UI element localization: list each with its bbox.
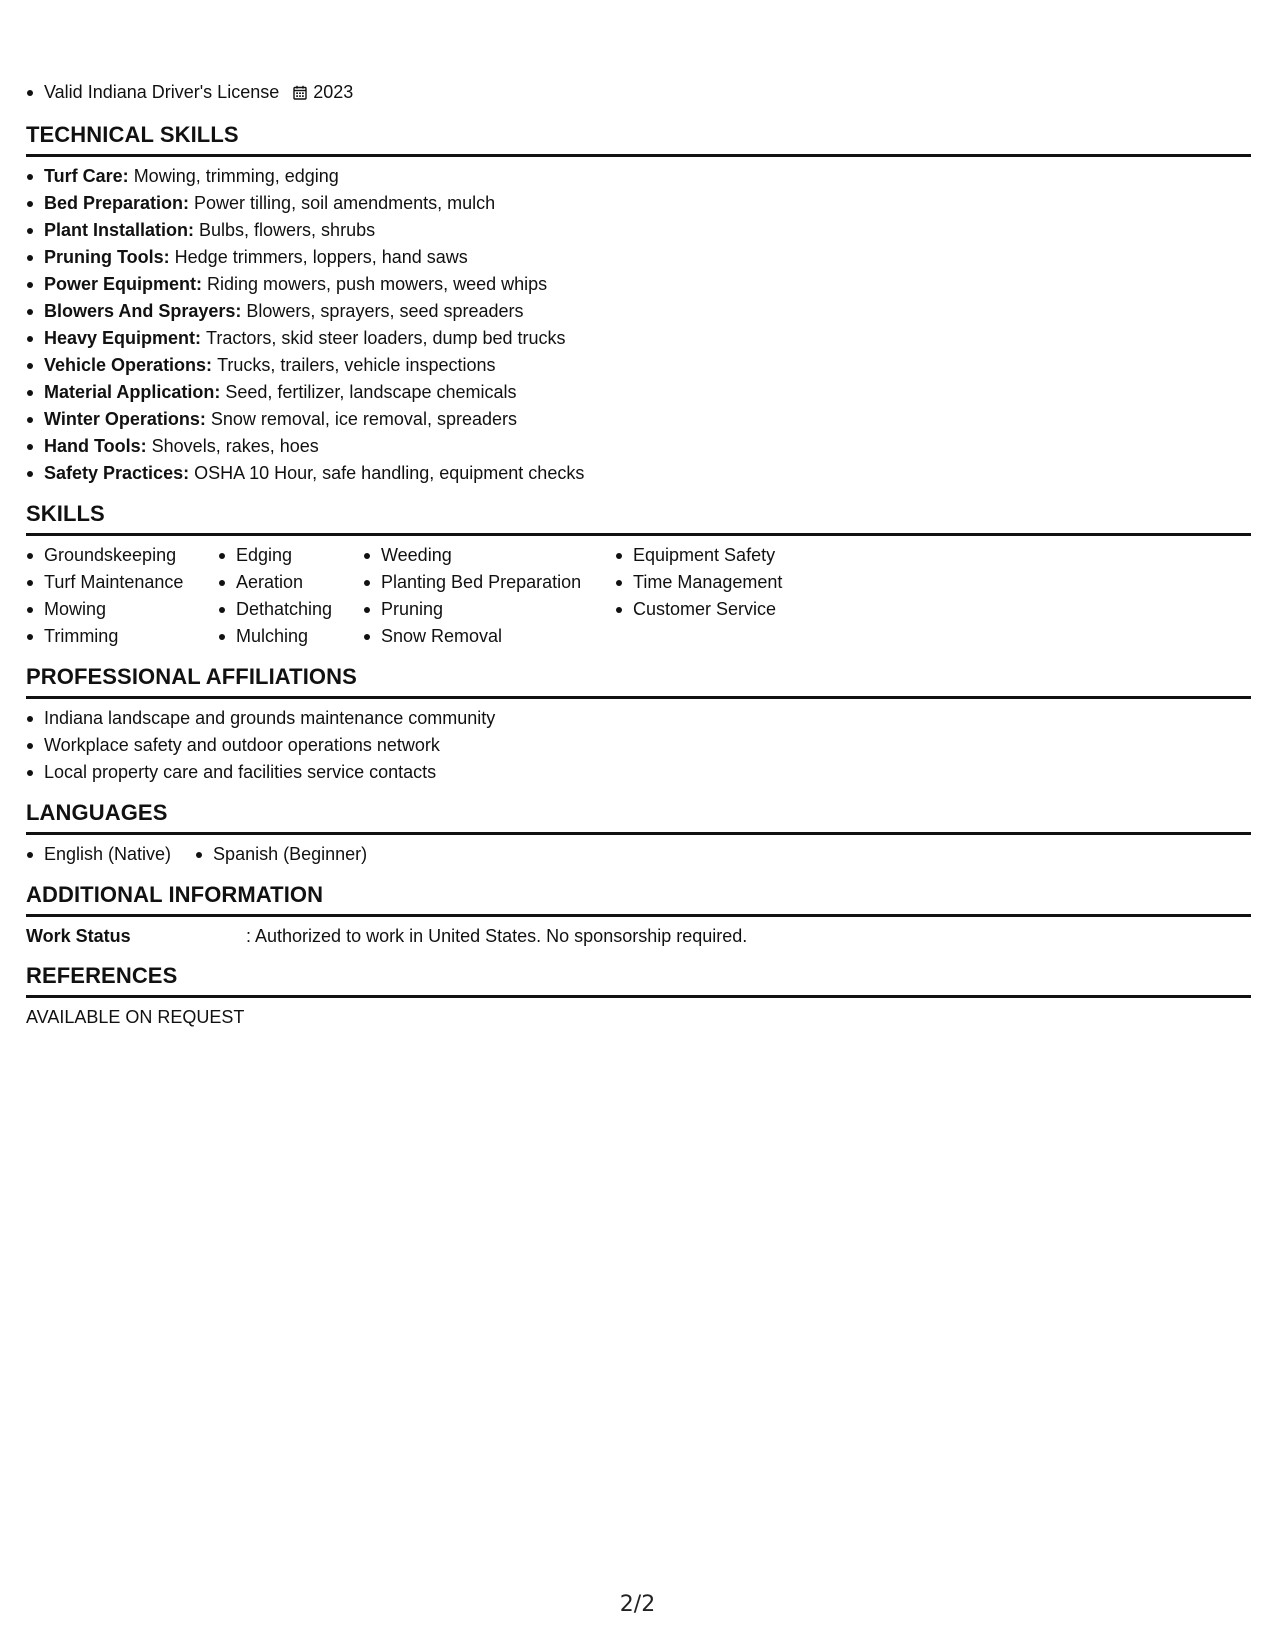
skill-value: Shovels, rakes, hoes bbox=[151, 436, 319, 456]
bullet bbox=[218, 596, 236, 623]
skill-label: Plant Installation: bbox=[44, 220, 195, 240]
list-item bbox=[26, 244, 1251, 271]
bullet bbox=[363, 596, 381, 623]
bullet bbox=[363, 542, 381, 569]
section-title-references: REFERENCES bbox=[26, 963, 178, 988]
bullet bbox=[26, 406, 44, 433]
bullet bbox=[363, 623, 381, 650]
work-status-label: Work Status bbox=[26, 926, 131, 946]
list-item bbox=[26, 190, 1251, 217]
skill-item: Snow Removal bbox=[381, 626, 503, 646]
bullet bbox=[218, 623, 236, 650]
list-item bbox=[26, 217, 1251, 244]
list-item bbox=[26, 732, 1251, 759]
section-divider bbox=[26, 533, 1251, 536]
affiliations-section bbox=[26, 660, 1251, 786]
skill-item: Equipment Safety bbox=[633, 545, 776, 565]
list-item bbox=[363, 569, 615, 596]
skill-value: Mowing, trimming, edging bbox=[133, 166, 339, 186]
skill-item: Trimming bbox=[44, 626, 119, 646]
list-item bbox=[26, 705, 1251, 732]
languages-section bbox=[26, 796, 1251, 868]
skill-label: Heavy Equipment: bbox=[44, 328, 202, 348]
list-item bbox=[26, 163, 1251, 190]
skill-label: Material Application: bbox=[44, 382, 221, 402]
skill-item: Time Management bbox=[633, 572, 783, 592]
affiliation-item: Local property care and facilities service contacts bbox=[44, 762, 437, 782]
bullet bbox=[26, 705, 44, 732]
bullet bbox=[26, 596, 44, 623]
bullet bbox=[26, 352, 44, 379]
list-item bbox=[218, 542, 363, 569]
skill-value: Snow removal, ice removal, spreaders bbox=[210, 409, 517, 429]
list-item bbox=[615, 542, 815, 569]
section-title-affiliations: PROFESSIONAL AFFILIATIONS bbox=[26, 664, 357, 689]
bullet bbox=[26, 542, 44, 569]
skill-label: Winter Operations: bbox=[44, 409, 206, 429]
skill-item: Edging bbox=[236, 545, 293, 565]
skill-label: Blowers And Sprayers: bbox=[44, 301, 242, 321]
language-item: Spanish (Beginner) bbox=[213, 844, 368, 864]
certification-item bbox=[26, 78, 1251, 106]
bullet bbox=[26, 217, 44, 244]
skill-item: Customer Service bbox=[633, 599, 777, 619]
list-item bbox=[26, 460, 1251, 487]
skill-value: Seed, fertilizer, landscape chemicals bbox=[225, 382, 517, 402]
list-item bbox=[218, 569, 363, 596]
bullet bbox=[26, 190, 44, 217]
bullet bbox=[26, 298, 44, 325]
calendar-icon bbox=[293, 85, 307, 100]
section-title-languages: LANGUAGES bbox=[26, 800, 168, 825]
technical-skills-list bbox=[26, 163, 1251, 487]
skills-column bbox=[218, 542, 363, 650]
skill-value: Tractors, skid steer loaders, dump bed trucks bbox=[206, 328, 566, 348]
bullet bbox=[26, 732, 44, 759]
bullet bbox=[26, 271, 44, 298]
skill-label: Power Equipment: bbox=[44, 274, 203, 294]
section-title-skills: SKILLS bbox=[26, 501, 105, 526]
section-divider bbox=[26, 154, 1251, 157]
references-text: AVAILABLE ON REQUEST bbox=[26, 1007, 245, 1027]
skill-item: Aeration bbox=[236, 572, 304, 592]
list-item bbox=[363, 596, 615, 623]
affiliation-item: Indiana landscape and grounds maintenance community bbox=[44, 708, 496, 728]
skill-label: Turf Care: bbox=[44, 166, 129, 186]
skill-item: Weeding bbox=[381, 545, 452, 565]
list-item bbox=[363, 542, 615, 569]
section-title-technical-skills: TECHNICAL SKILLS bbox=[26, 122, 239, 147]
bullet bbox=[26, 379, 44, 406]
list-item bbox=[26, 271, 1251, 298]
list-item bbox=[26, 759, 1251, 786]
list-item bbox=[615, 569, 815, 596]
skill-item: Planting Bed Preparation bbox=[381, 572, 582, 592]
section-divider bbox=[26, 995, 1251, 998]
list-item bbox=[218, 623, 363, 650]
skill-item: Pruning bbox=[381, 599, 444, 619]
bullet bbox=[615, 596, 633, 623]
list-item bbox=[363, 623, 615, 650]
work-status-value: : Authorized to work in United States. No sponsorship required. bbox=[246, 926, 748, 946]
list-item bbox=[26, 406, 1251, 433]
skill-value: Bulbs, flowers, shrubs bbox=[199, 220, 376, 240]
skill-label: Hand Tools: bbox=[44, 436, 147, 456]
bullet bbox=[26, 759, 44, 786]
references-section bbox=[26, 959, 1251, 1030]
skill-item: Groundskeeping bbox=[44, 545, 177, 565]
list-item bbox=[26, 298, 1251, 325]
list-item bbox=[26, 542, 218, 569]
section-divider bbox=[26, 832, 1251, 835]
bullet bbox=[26, 433, 44, 460]
bullet bbox=[218, 542, 236, 569]
section-divider bbox=[26, 914, 1251, 917]
bullet bbox=[26, 460, 44, 487]
skill-item: Mowing bbox=[44, 599, 107, 619]
list-item bbox=[26, 623, 218, 650]
languages-list bbox=[26, 841, 1251, 868]
page-number: 2/2 bbox=[619, 1592, 656, 1617]
list-item bbox=[218, 596, 363, 623]
bullet bbox=[26, 841, 44, 868]
list-item bbox=[26, 379, 1251, 406]
affiliations-list bbox=[26, 705, 1251, 786]
work-status-row bbox=[26, 923, 1251, 949]
skill-label: Bed Preparation: bbox=[44, 193, 190, 213]
list-item bbox=[26, 352, 1251, 379]
bullet bbox=[26, 569, 44, 596]
bullet bbox=[26, 325, 44, 352]
bullet bbox=[363, 569, 381, 596]
language-item: English (Native) bbox=[44, 844, 172, 864]
technical-skills-section bbox=[26, 118, 1251, 487]
skill-label: Pruning Tools: bbox=[44, 247, 170, 267]
skill-item: Dethatching bbox=[236, 599, 333, 619]
bullet bbox=[615, 569, 633, 596]
additional-info-section bbox=[26, 878, 1251, 949]
skill-item: Mulching bbox=[236, 626, 309, 646]
list-item bbox=[26, 325, 1251, 352]
skill-item: Turf Maintenance bbox=[44, 572, 184, 592]
skill-value: Trucks, trailers, vehicle inspections bbox=[217, 355, 496, 375]
skills-column bbox=[615, 542, 815, 650]
skills-grid bbox=[26, 542, 1251, 650]
affiliation-item: Workplace safety and outdoor operations network bbox=[44, 735, 440, 755]
bullet bbox=[615, 542, 633, 569]
skills-section bbox=[26, 497, 1251, 650]
skill-label: Vehicle Operations: bbox=[44, 355, 213, 375]
certification-name: Valid Indiana Driver's License bbox=[44, 82, 280, 102]
resume-page bbox=[26, 78, 1251, 1040]
skill-value: Blowers, sprayers, seed spreaders bbox=[246, 301, 524, 321]
list-item bbox=[26, 569, 218, 596]
list-item bbox=[195, 841, 367, 868]
bullet bbox=[26, 163, 44, 190]
bullet bbox=[26, 623, 44, 650]
skill-value: OSHA 10 Hour, safe handling, equipment checks bbox=[194, 463, 585, 483]
list-item bbox=[26, 596, 218, 623]
bullet bbox=[26, 79, 44, 106]
list-item bbox=[26, 433, 1251, 460]
skill-value: Riding mowers, push mowers, weed whips bbox=[207, 274, 548, 294]
list-item bbox=[615, 596, 815, 623]
section-divider bbox=[26, 696, 1251, 699]
skill-label: Safety Practices: bbox=[44, 463, 190, 483]
bullet bbox=[218, 569, 236, 596]
list-item bbox=[26, 841, 171, 868]
certification-year: 2023 bbox=[313, 82, 354, 102]
bullet bbox=[26, 244, 44, 271]
skill-value: Hedge trimmers, loppers, hand saws bbox=[174, 247, 468, 267]
skills-column bbox=[363, 542, 615, 650]
skill-value: Power tilling, soil amendments, mulch bbox=[194, 193, 496, 213]
section-title-additional-info: ADDITIONAL INFORMATION bbox=[26, 882, 324, 907]
skills-column bbox=[26, 542, 218, 650]
bullet bbox=[195, 841, 213, 868]
